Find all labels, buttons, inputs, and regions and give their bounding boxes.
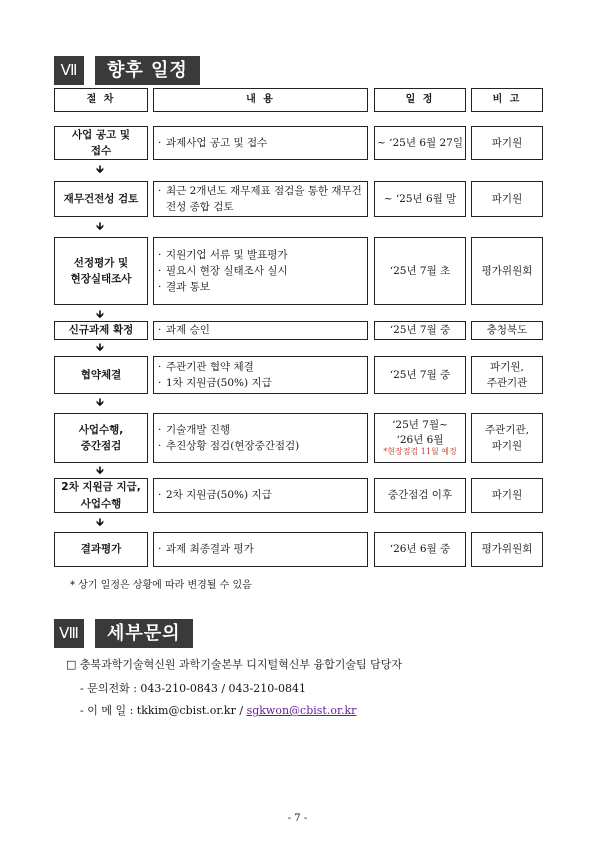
note-cell: 파기원, 주관기관 xyxy=(471,356,543,394)
contact-org: □ 충북과학기술혁신원 과학기술본부 디지털혁신부 융합기술팀 담당자 xyxy=(66,658,403,671)
header-note: 비 고 xyxy=(471,88,543,112)
content-cell xyxy=(153,181,368,217)
contact-email xyxy=(80,702,356,718)
down-arrow-icon: 🡻 xyxy=(96,516,104,529)
content-item: · 과제사업 공고 및 접수 xyxy=(157,135,267,151)
schedule-cell: ‘25년 7월 초 xyxy=(374,237,466,305)
content-item: · 최근 2개년도 재무제표 점검을 통한 재무건전성 종합 검토 xyxy=(157,183,367,216)
content-cell xyxy=(153,356,368,394)
down-arrow-icon: 🡻 xyxy=(96,464,104,477)
note-cell: 평가위원회 xyxy=(471,532,543,567)
note-cell: 주관기관, 파기원 xyxy=(471,413,543,463)
content-item: · 결과 통보 xyxy=(157,279,288,295)
schedule-text: ‘25년 7월~ ‘26년 6월 xyxy=(392,419,448,446)
step-cell: 선정평가 및 현장실태조사 xyxy=(54,237,148,305)
content-item: · 기술개발 진행 xyxy=(157,422,299,438)
header-content: 내 용 xyxy=(153,88,368,112)
down-arrow-icon: 🡻 xyxy=(96,396,104,409)
step-cell: 재무건전성 검토 xyxy=(54,181,148,217)
header-schedule: 일 정 xyxy=(374,88,466,112)
note-cell: 파기원 xyxy=(471,181,543,217)
content-cell xyxy=(153,413,368,463)
note-cell: 평가위원회 xyxy=(471,237,543,305)
down-arrow-icon: 🡻 xyxy=(96,220,104,233)
schedule-cell: 중간점검 이후 xyxy=(374,478,466,513)
schedule-cell: ‘25년 7월 중 xyxy=(374,321,466,340)
down-arrow-icon: 🡻 xyxy=(96,163,104,176)
content-item: · 2차 지원금(50%) 지급 xyxy=(157,487,272,503)
content-cell xyxy=(153,478,368,513)
content-item: · 필요시 현장 실태조사 실시 xyxy=(157,263,288,279)
down-arrow-icon: 🡻 xyxy=(96,341,104,354)
schedule-cell: ~ ‘25년 6월 27일 xyxy=(374,126,466,160)
content-item: · 과제 최종결과 평가 xyxy=(157,541,254,557)
email-text: - 이 메 일 : tkkim@cbist.or.kr / xyxy=(80,704,247,717)
note-cell: 파기원 xyxy=(471,126,543,160)
contact-phone: - 문의전화 : 043-210-0843 / 043-210-0841 xyxy=(80,682,306,695)
note-cell: 충청북도 xyxy=(471,321,543,340)
section-title: 향후 일정 xyxy=(95,56,200,85)
section-title: 세부문의 xyxy=(95,619,193,648)
note-cell: 파기원 xyxy=(471,478,543,513)
schedule-note: *현장점검 11월 예정 xyxy=(383,446,457,456)
schedule-footnote: * 상기 일정은 상황에 따라 변경될 수 있음 xyxy=(70,580,252,591)
content-item: · 주관기관 협약 체결 xyxy=(157,359,272,375)
schedule-cell: ‘25년 7월 중 xyxy=(374,356,466,394)
section-number: Ⅶ xyxy=(54,56,84,85)
content-item: · 추진상황 점검(현장중간점검) xyxy=(157,438,299,454)
schedule-cell xyxy=(374,413,466,463)
content-cell xyxy=(153,237,368,305)
schedule-cell: ~ ‘25년 6월 말 xyxy=(374,181,466,217)
section-number: Ⅷ xyxy=(54,619,84,648)
step-cell: 사업수행, 중간점검 xyxy=(54,413,148,463)
content-item: · 과제 승인 xyxy=(157,322,210,338)
step-cell: 협약체결 xyxy=(54,356,148,394)
schedule-cell: ‘26년 6월 중 xyxy=(374,532,466,567)
content-cell xyxy=(153,532,368,567)
content-cell xyxy=(153,321,368,340)
step-cell: 신규과제 확정 xyxy=(54,321,148,340)
step-cell: 사업 공고 및 접수 xyxy=(54,126,148,160)
email-link[interactable]: sgkwon@cbist.or.kr xyxy=(246,704,357,717)
step-cell: 2차 지원금 지급, 사업수행 xyxy=(54,478,148,513)
content-cell xyxy=(153,126,368,160)
step-cell: 결과평가 xyxy=(54,532,148,567)
header-step: 절 차 xyxy=(54,88,148,112)
content-item: · 지원기업 서류 및 발표평가 xyxy=(157,247,288,263)
page-number: - 7 - xyxy=(287,813,308,824)
down-arrow-icon: 🡻 xyxy=(96,308,104,321)
content-item: · 1차 지원금(50%) 지급 xyxy=(157,375,272,391)
